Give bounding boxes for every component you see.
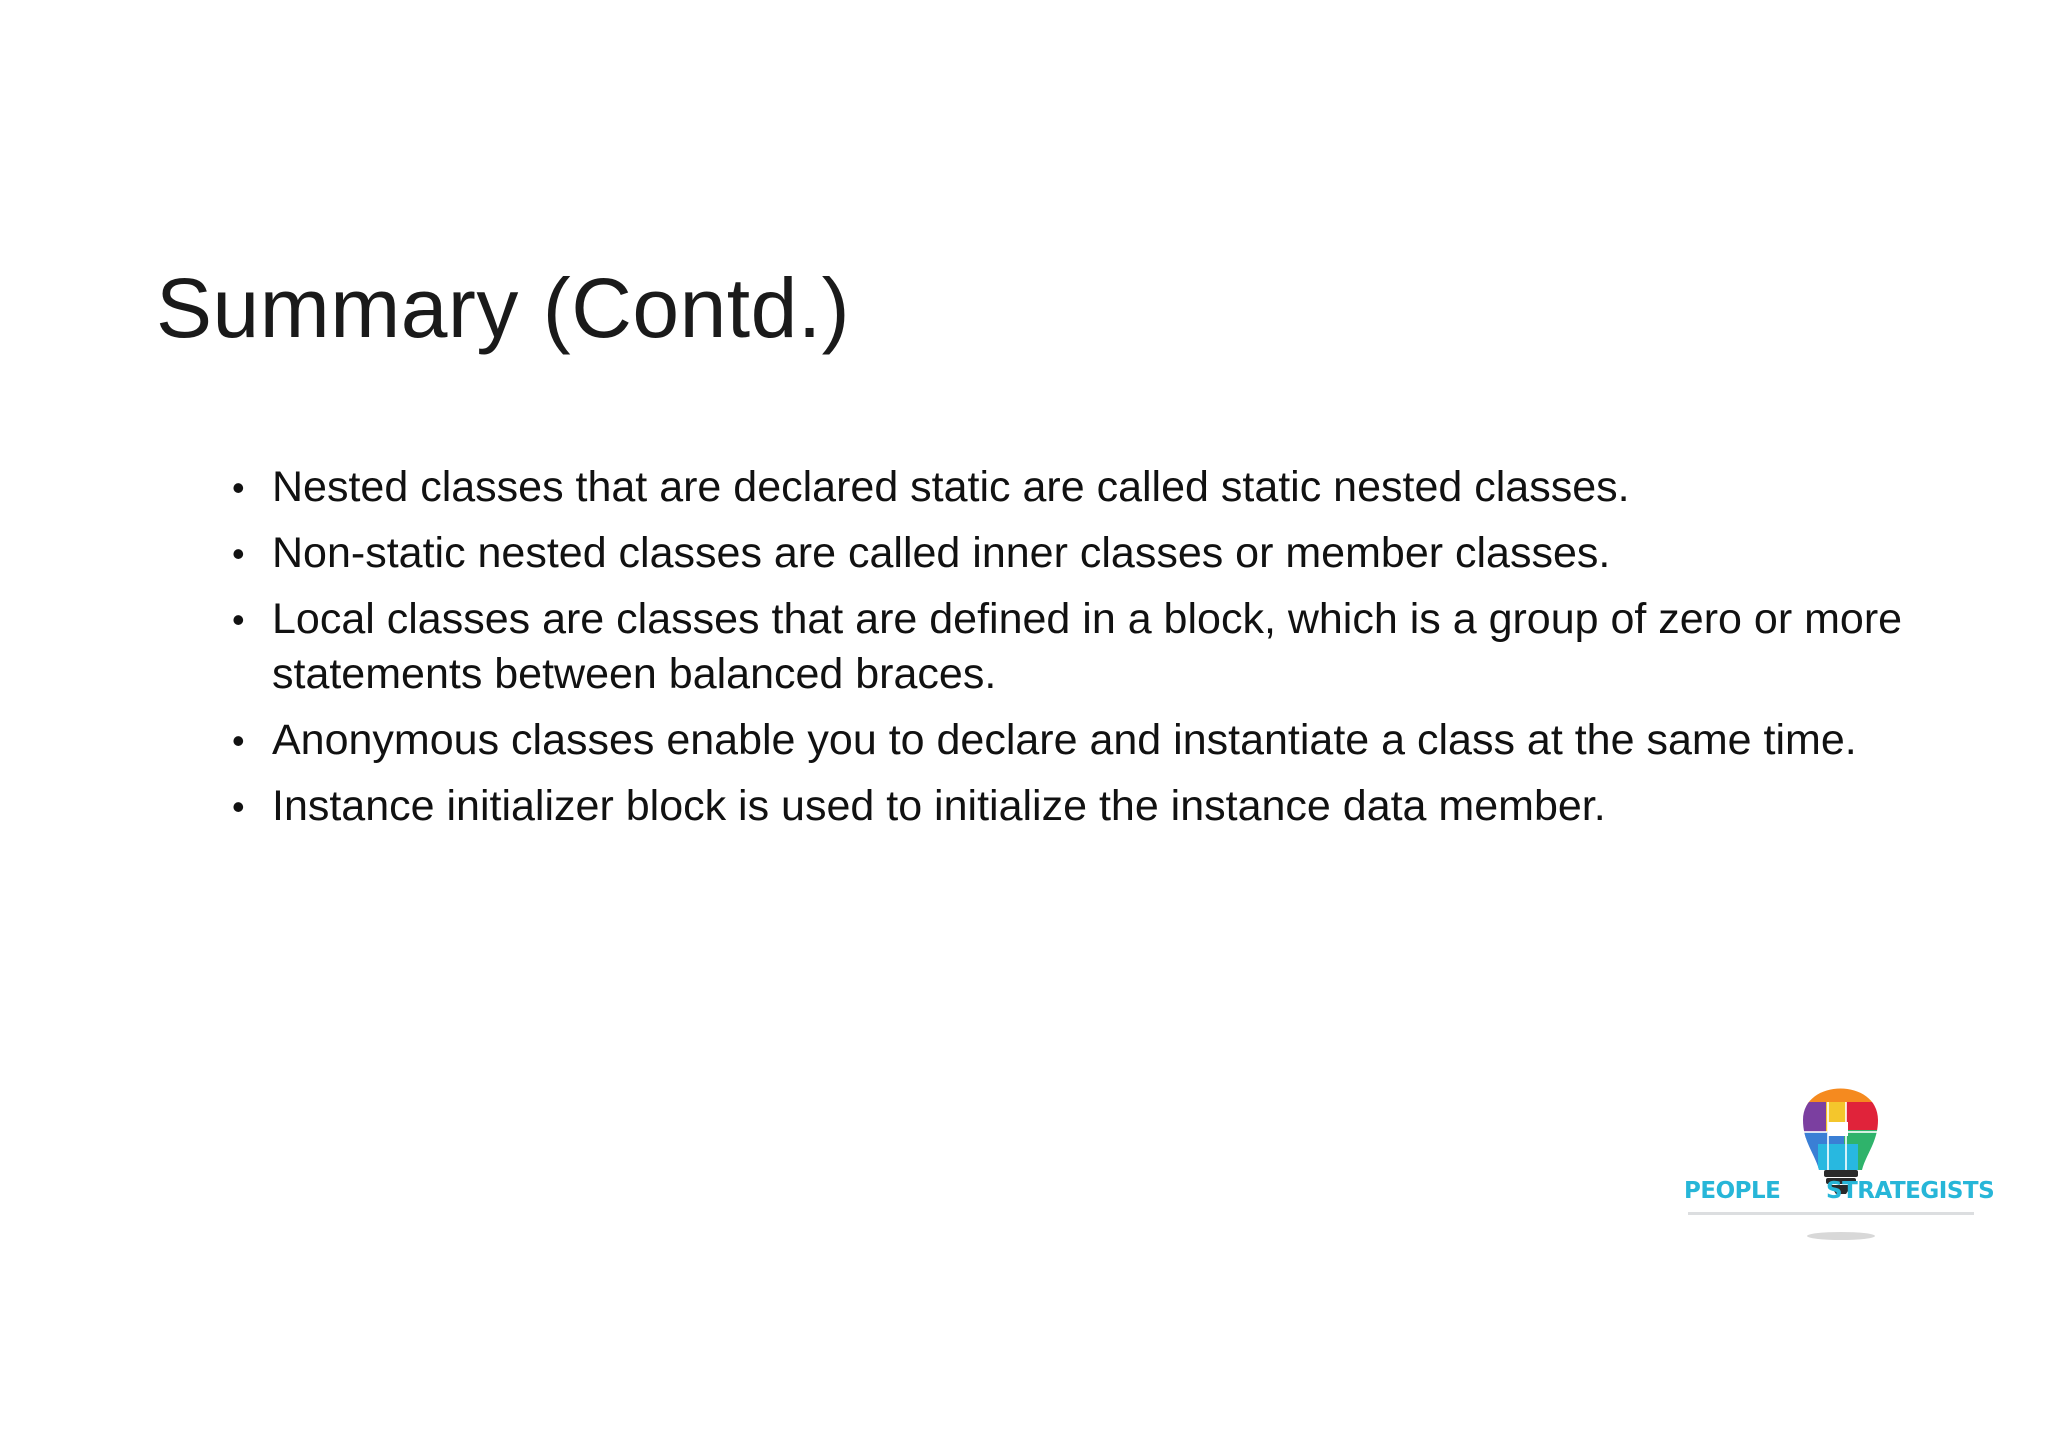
- bullet-list: [232, 460, 1922, 845]
- bullet-text: Nested classes that are declared static are called static nested classes.: [272, 463, 1630, 511]
- bullet-text: Instance initializer block is used to initialize the instance data member.: [272, 782, 1606, 830]
- logo-word-left: PEOPLE: [1684, 1178, 1781, 1204]
- company-logo: [1678, 1058, 1998, 1258]
- bullet-marker: •: [232, 786, 245, 827]
- bullet-item: [232, 592, 1922, 702]
- bullet-marker: •: [232, 720, 245, 761]
- bullet-text: Anonymous classes enable you to declare and instantiate a class at the same time.: [272, 716, 1857, 764]
- lightbulb-puzzle-icon: [1678, 1058, 1998, 1258]
- bullet-item: [232, 526, 1922, 581]
- bullet-item: [232, 713, 1922, 768]
- bullet-text: Local classes are classes that are defined in a block, which is a group of zero or more statements between balanced braces.: [272, 595, 1903, 698]
- slide-title: Summary (Contd.): [156, 261, 851, 355]
- bullet-item: [232, 779, 1922, 834]
- bullet-item: [232, 460, 1922, 515]
- bullet-marker: •: [232, 533, 245, 574]
- logo-word-right: STRATEGISTS: [1826, 1178, 1995, 1204]
- bullet-text: Non-static nested classes are called inner classes or member classes.: [272, 529, 1611, 577]
- bullet-marker: •: [232, 599, 245, 640]
- bullet-marker: •: [232, 467, 245, 508]
